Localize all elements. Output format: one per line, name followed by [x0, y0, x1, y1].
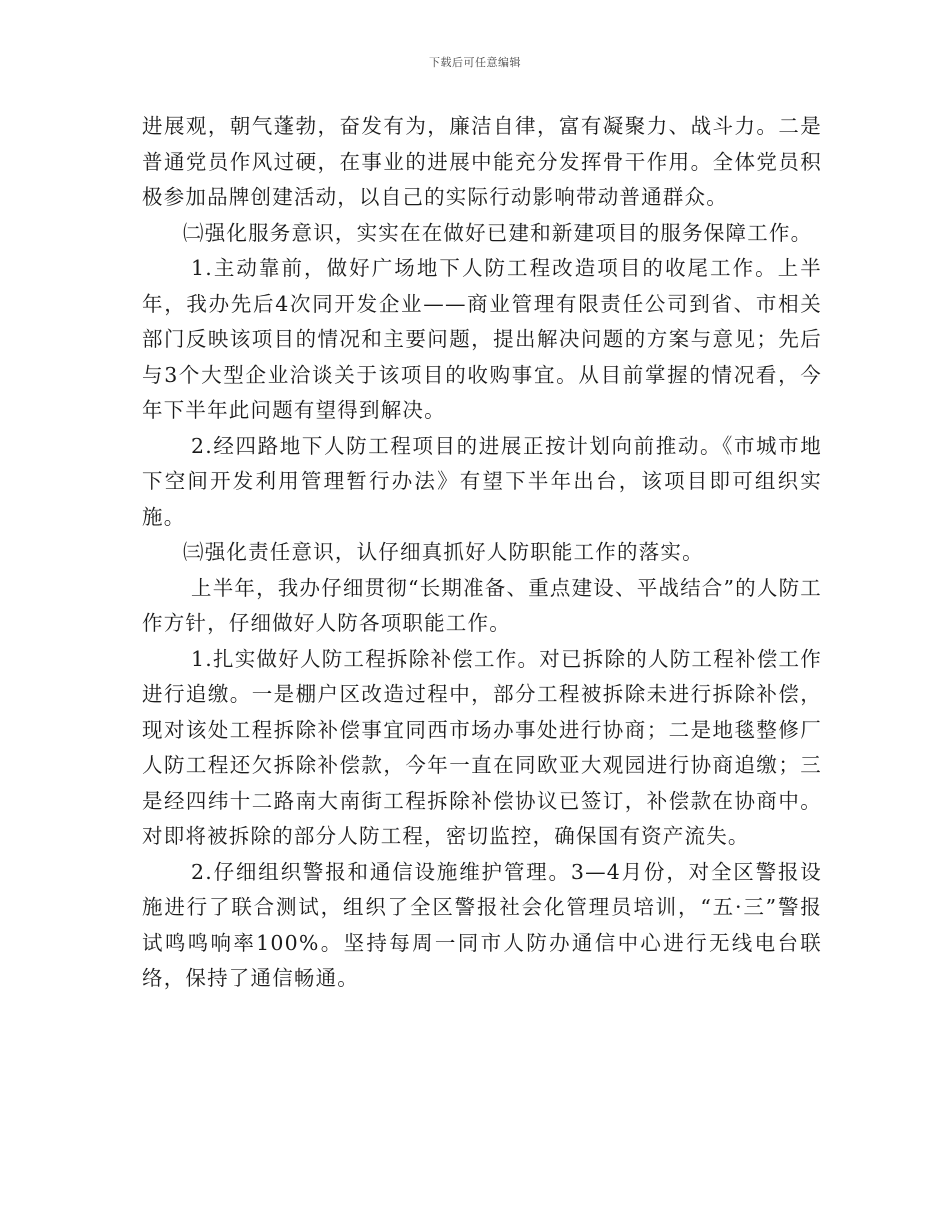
paragraph-item-2: 2.经四路地下人防工程项目的进展正按计划向前推动。《市城市地下空间开发利用管理暂行办法》有望下半年出台，该项目即可组织实施。	[142, 433, 822, 529]
paragraph-intro: 上半年，我办仔细贯彻“长期准备、重点建设、平战结合”的人防工作方针，仔细做好人防各项职能工作。	[142, 575, 822, 635]
section-heading-responsibility: ㈢强化责任意识，认仔细真抓好人防职能工作的落实。	[183, 540, 704, 564]
paragraph-item-2b: 2.仔细组织警报和通信设施维护管理。3—4月份，对全区警报设施进行了联合测试，组织了全区警报社会化管理员培训，“五·三”警报试鸣鸣响率100%。坚持每周一同市人防办通信中心进行无线电台联络，保持了通信畅通。	[142, 859, 822, 990]
paragraph-continuation: 进展观，朝气蓬勃，奋发有为，廉洁自律，富有凝聚力、战斗力。二是普通党员作风过硬，在事业的进展中能充分发挥骨干作用。全体党员积极参加品牌创建活动，以自己的实际行动影响带动普通群众。	[142, 114, 822, 209]
page-header: 下载后可任意编辑	[429, 56, 521, 69]
section-heading-service: ㈡强化服务意识，实实在在做好已建和新建项目的服务保障工作。	[183, 220, 813, 245]
paragraph-item-1: 1.主动靠前，做好广场地下人防工程改造项目的收尾工作。上半年，我办先后4次同开发企业——商业管理有限责任公司到省、市相关部门反映该项目的情况和主要问题，提出解决问题的方案与意见；先后与3个大型企业洽谈关于该项目的收购事宜。从目前掌握的情况看，今年下半年此问题有望得到解决。	[142, 256, 822, 422]
paragraph-item-1b: 1.扎实做好人防工程拆除补偿工作。对已拆除的人防工程补偿工作进行追缴。一是棚户区改造过程中，部分工程被拆除未进行拆除补偿，现对该处工程拆除补偿事宜同西市场办事处进行协商；二是地毯整修厂人防工程还欠拆除补偿款，今年一直在同欧亚大观园进行协商追缴；三是经四纬十二路南大南街工程拆除补偿协议已签订，补偿款在协商中。对即将被拆除的部分人防工程，密切监控，确保国有资产流失。	[142, 646, 822, 848]
document-body	[142, 109, 822, 997]
